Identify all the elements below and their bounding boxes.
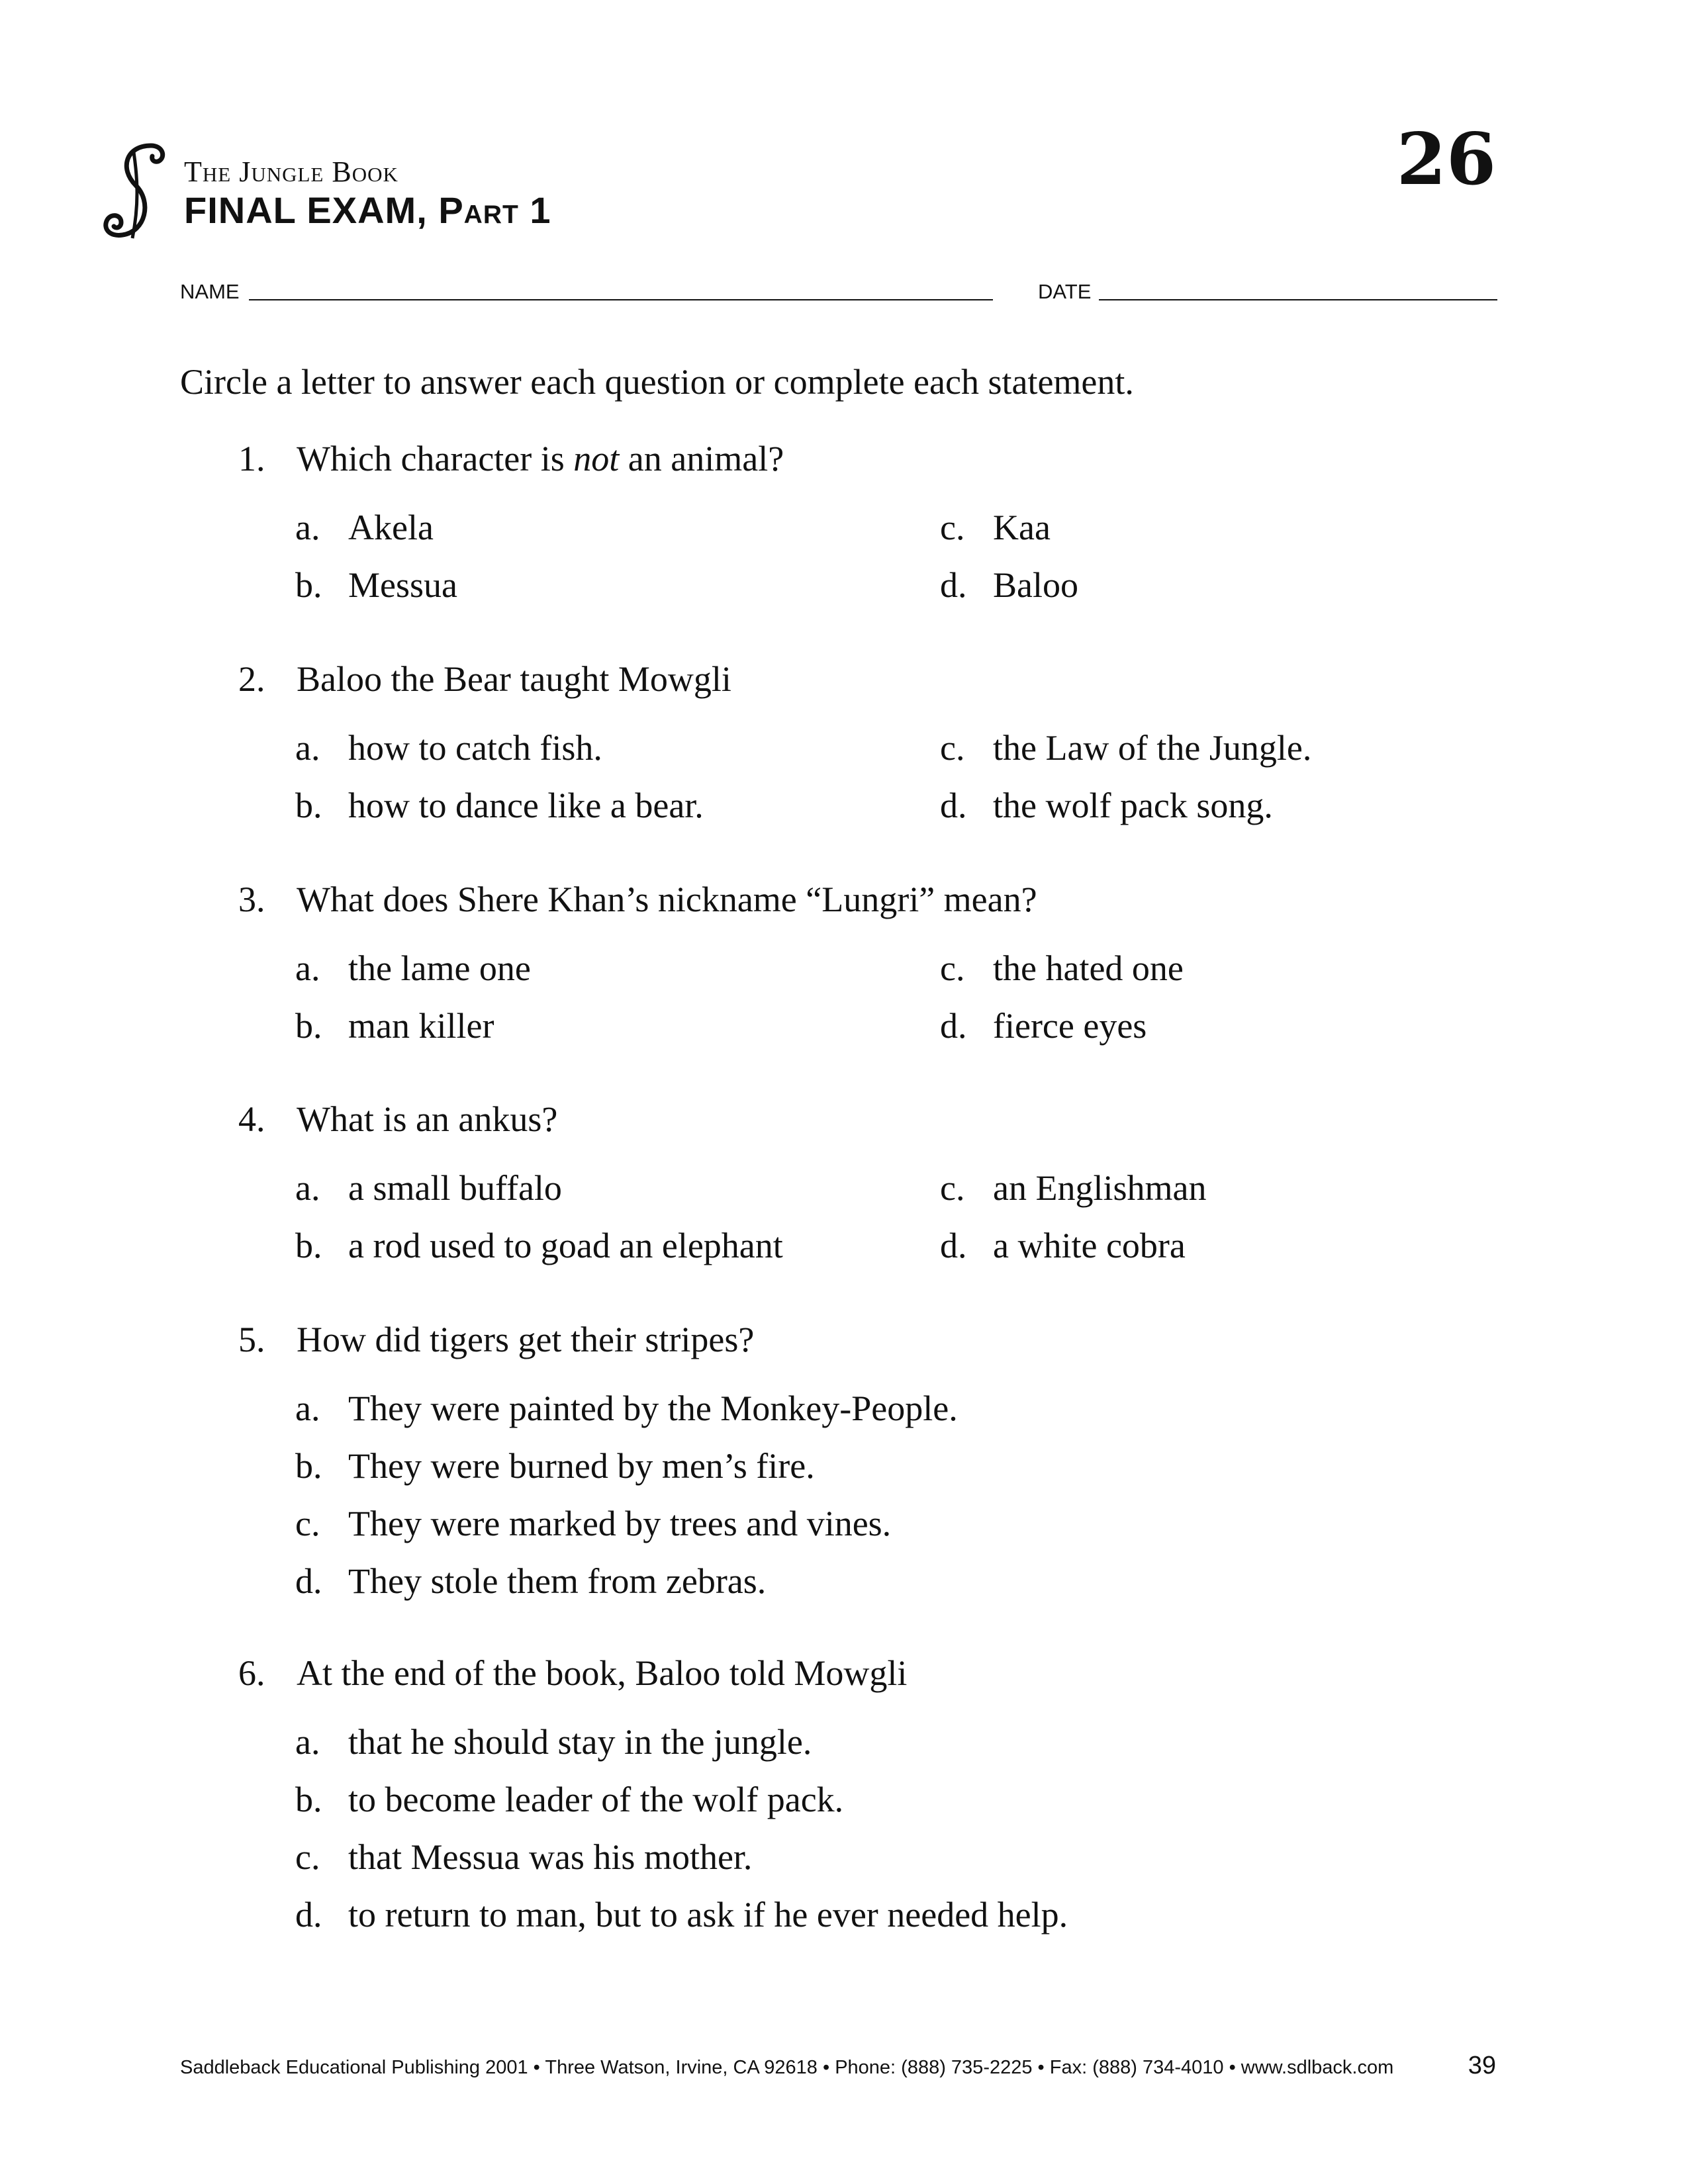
choice-5d[interactable] [295,1561,766,1602]
choice-letter: d. [295,1895,322,1934]
choice-2b[interactable] [295,785,704,826]
name-field[interactable] [249,299,993,300]
choice-6a[interactable] [295,1721,812,1762]
question-stem [238,659,731,700]
choice-text: how to dance like a bear. [348,786,704,825]
choice-letter: d. [940,1226,967,1265]
choice-letter: a. [295,948,320,988]
exam-title-main: FINAL EXAM, [184,189,439,231]
choice-letter: d. [295,1561,322,1601]
question-stem [238,879,1037,920]
choice-letter: b. [295,1006,322,1046]
instructions: Circle a letter to answer each question or complete each statement. [180,362,1134,402]
choice-text: They were painted by the Monkey-People. [348,1388,958,1428]
choice-letter: b. [295,1446,322,1486]
choice-letter: d. [940,1006,967,1046]
question-number: 6. [238,1653,265,1693]
choice-text: that Messua was his mother. [348,1837,753,1877]
question-stem [238,438,784,479]
exam-title-part: Part 1 [438,189,551,231]
choice-2d[interactable] [940,785,1273,826]
choice-letter: d. [940,786,967,825]
choice-text: the lame one [348,948,531,988]
choice-text: the hated one [993,948,1184,988]
choice-text: that he should stay in the jungle. [348,1722,812,1762]
choice-text: Akela [348,508,434,547]
name-label: NAME [180,280,240,303]
stem-text: Baloo the Bear taught Mowgli [297,659,731,699]
choice-letter: c. [940,728,965,768]
choice-6b[interactable] [295,1779,843,1820]
choice-letter: a. [295,1722,320,1762]
choice-letter: c. [295,1837,320,1877]
choice-letter: b. [295,1226,322,1265]
choice-text: Kaa [993,508,1051,547]
stem-text: What is an ankus? [297,1099,558,1139]
choice-2a[interactable] [295,727,602,768]
question-number: 3. [238,880,265,919]
stem-text-end: an animal? [619,439,784,478]
choice-text: They were marked by trees and vines. [348,1504,892,1543]
stem-text: What does Shere Khan’s nickname “Lungri” mean? [297,880,1037,919]
choice-3a[interactable] [295,948,531,989]
choice-1a[interactable] [295,507,434,548]
question-number: 5. [238,1320,265,1359]
choice-4a[interactable] [295,1167,562,1208]
choice-text: the Law of the Jungle. [993,728,1312,768]
exam-title [184,189,551,232]
unit-number: 26 [1396,118,1496,201]
choice-letter: c. [940,948,965,988]
choice-text: how to catch fish. [348,728,602,768]
date-field[interactable] [1099,299,1497,300]
choice-text: They were burned by men’s fire. [348,1446,815,1486]
choice-text: a small buffalo [348,1168,562,1208]
question-stem [238,1099,557,1140]
page-number: 39 [1468,2052,1496,2079]
choice-1c[interactable] [940,507,1051,548]
choice-letter: d. [940,565,967,605]
series-title: The Jungle Book [184,156,399,188]
choice-letter: c. [940,508,965,547]
choice-text: Baloo [993,565,1078,605]
choice-5a[interactable] [295,1388,958,1429]
choice-1d[interactable] [940,565,1078,606]
choice-letter: b. [295,1780,322,1819]
question-stem [238,1319,754,1360]
date-label: DATE [1038,280,1092,303]
choice-text: the wolf pack song. [993,786,1273,825]
choice-3c[interactable] [940,948,1184,989]
choice-4c[interactable] [940,1167,1206,1208]
choice-text: to return to man, but to ask if he ever needed help. [348,1895,1068,1934]
question-number: 2. [238,659,265,699]
choice-4d[interactable] [940,1225,1186,1266]
stem-text: How did tigers get their stripes? [297,1320,755,1359]
choice-4b[interactable] [295,1225,783,1266]
choice-text: a rod used to goad an elephant [348,1226,783,1265]
choice-text: to become leader of the wolf pack. [348,1780,844,1819]
choice-1b[interactable] [295,565,457,606]
choice-letter: a. [295,728,320,768]
stem-text: At the end of the book, Baloo told Mowgli [297,1653,908,1693]
choice-text: a white cobra [993,1226,1186,1265]
publisher-footer: Saddleback Educational Publishing 2001 • Three Watson, Irvine, CA 92618 • Phone: (888) 735-2225 • Fax: (888) 734-4010 • www.sdlback.com [180,2057,1394,2078]
choice-letter: a. [295,1168,320,1208]
choice-letter: b. [295,786,322,825]
choice-5c[interactable] [295,1503,891,1544]
choice-letter: a. [295,1388,320,1428]
choice-letter: a. [295,508,320,547]
choice-6c[interactable] [295,1837,752,1878]
choice-text: fierce eyes [993,1006,1147,1046]
choice-text: They stole them from zebras. [348,1561,767,1601]
stem-italic: not [573,439,620,478]
choice-text: Messua [348,565,457,605]
saddleback-logo-icon [99,139,172,245]
choice-5b[interactable] [295,1445,815,1486]
choice-text: an Englishman [993,1168,1207,1208]
choice-3d[interactable] [940,1005,1147,1046]
question-number: 1. [238,439,265,478]
question-stem [238,1653,907,1694]
choice-letter: c. [295,1504,320,1543]
choice-2c[interactable] [940,727,1311,768]
choice-letter: c. [940,1168,965,1208]
choice-text: man killer [348,1006,494,1046]
stem-text: Which character is [297,439,574,478]
choice-3b[interactable] [295,1005,494,1046]
choice-letter: b. [295,565,322,605]
choice-6d[interactable] [295,1894,1068,1935]
question-number: 4. [238,1099,265,1139]
